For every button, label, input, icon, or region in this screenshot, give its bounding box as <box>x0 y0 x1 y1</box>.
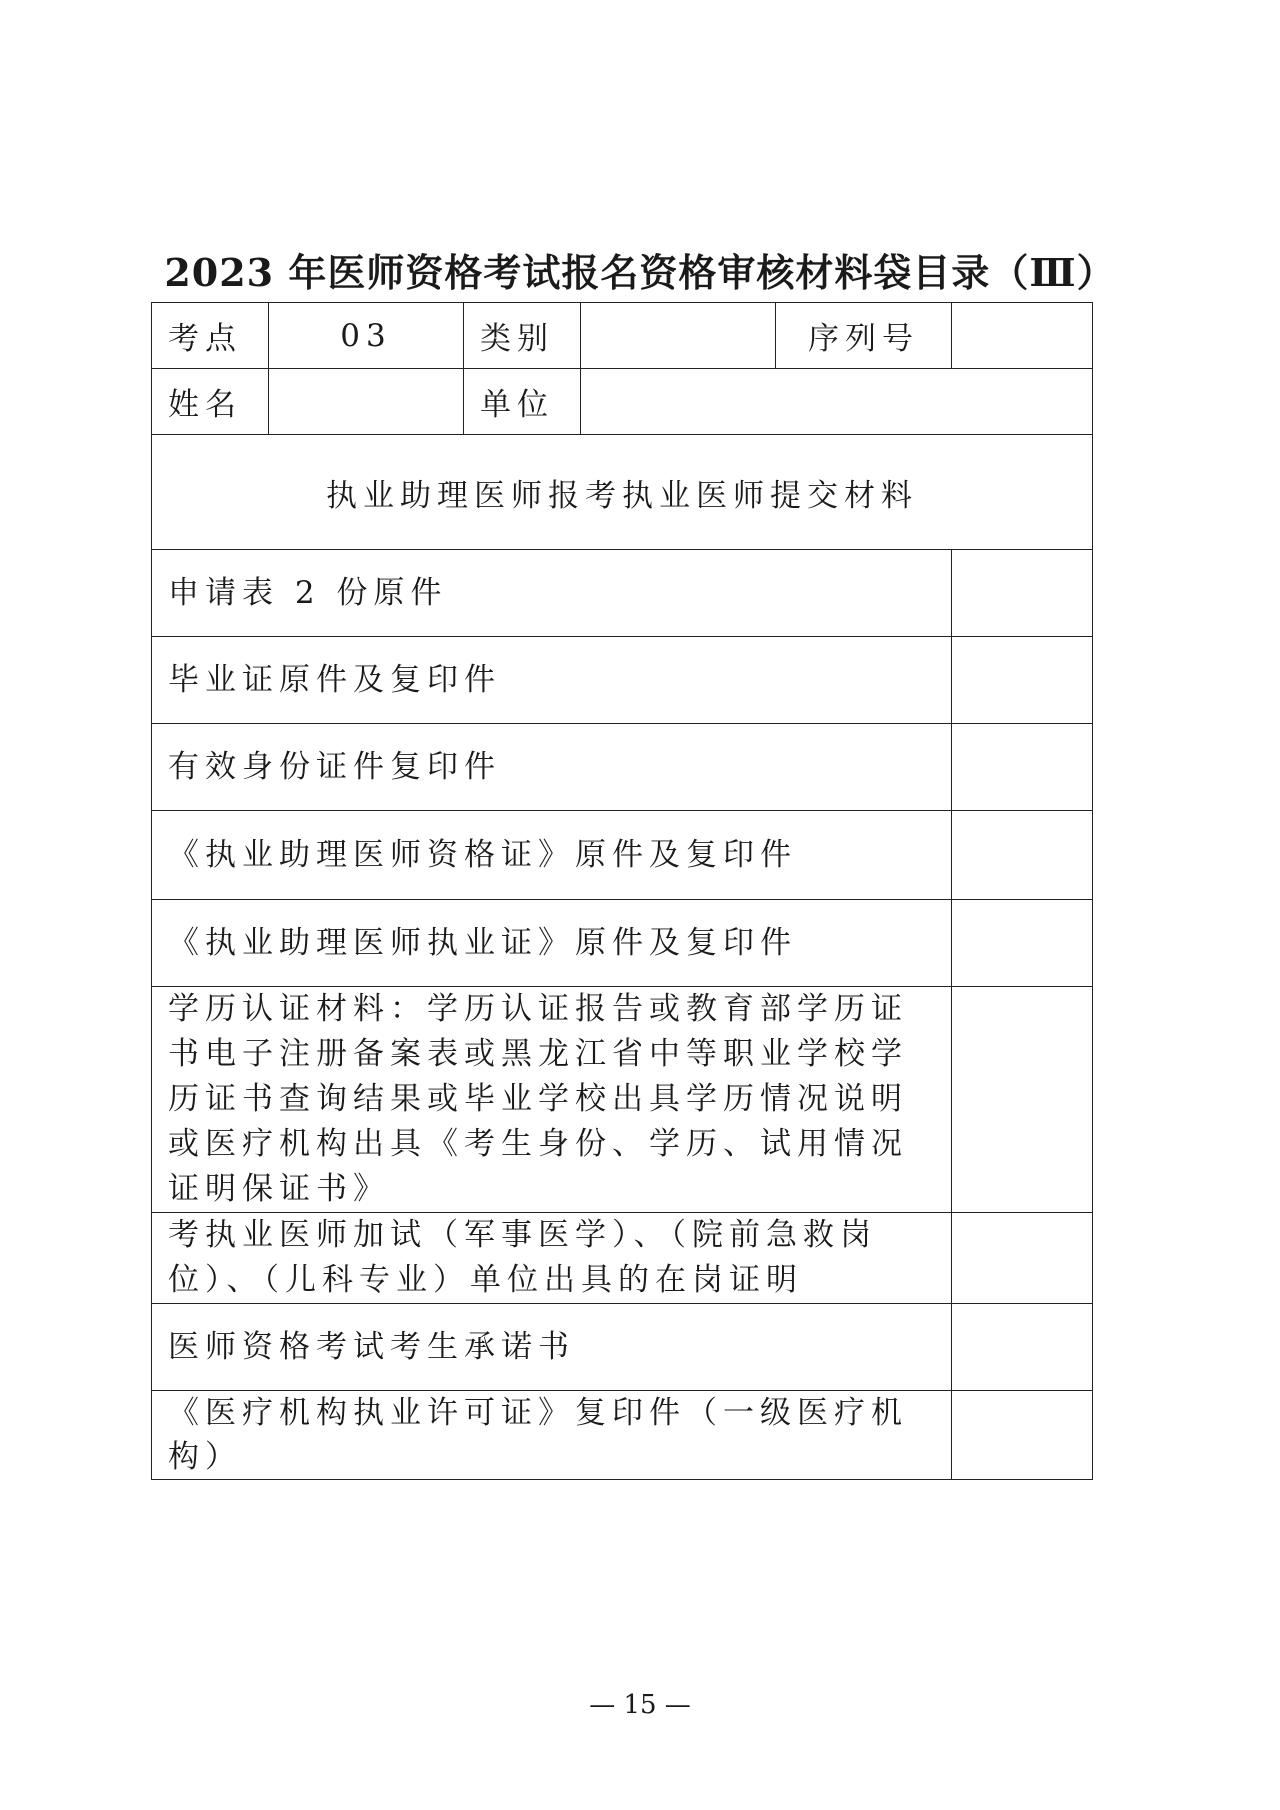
material-check-cell[interactable] <box>952 1213 1093 1304</box>
material-text: 《医疗机构执业许可证》复印件（一级医疗机构） <box>152 1391 952 1480</box>
material-check-cell[interactable] <box>952 1304 1093 1391</box>
unit-label: 单位 <box>464 369 581 435</box>
name-label: 姓名 <box>152 369 269 435</box>
material-text: 学历认证材料：学历认证报告或教育部学历证书电子注册备案表或黑龙江省中等职业学校学历证书查询结果或毕业学校出具学历情况说明或医疗机构出具《考生身份、学历、试用情况证明保证书》 <box>152 987 952 1213</box>
name-value[interactable] <box>269 369 464 435</box>
material-row <box>152 900 1093 987</box>
material-text: 毕业证原件及复印件 <box>152 637 952 724</box>
material-row <box>152 987 1093 1213</box>
material-check-cell[interactable] <box>952 550 1093 637</box>
material-row <box>152 1213 1093 1304</box>
material-row <box>152 1391 1093 1480</box>
material-check-cell[interactable] <box>952 1391 1093 1480</box>
serial-value[interactable] <box>952 303 1093 369</box>
category-value[interactable] <box>581 303 776 369</box>
material-check-cell[interactable] <box>952 724 1093 811</box>
unit-value[interactable] <box>581 369 1093 435</box>
material-text: 有效身份证件复印件 <box>152 724 952 811</box>
header-row-2 <box>152 369 1093 435</box>
header-row-1 <box>152 303 1093 369</box>
material-text: 医师资格考试考生承诺书 <box>152 1304 952 1391</box>
document-title: 2023 年医师资格考试报名资格审核材料袋目录（Ⅲ） <box>164 250 1116 295</box>
material-row <box>152 724 1093 811</box>
material-text: 申请表 2 份原件 <box>152 550 952 637</box>
material-text: 《执业助理医师资格证》原件及复印件 <box>152 811 952 900</box>
material-row <box>152 637 1093 724</box>
material-text: 考执业医师加试（军事医学）、（院前急救岗位）、（儿科专业）单位出具的在岗证明 <box>152 1213 952 1304</box>
material-row <box>152 1304 1093 1391</box>
material-check-cell[interactable] <box>952 900 1093 987</box>
exam-site-value[interactable]: 03 <box>269 303 464 369</box>
section-title: 执业助理医师报考执业医师提交材料 <box>152 435 1093 550</box>
material-row <box>152 550 1093 637</box>
materials-table <box>151 302 1093 1480</box>
material-text: 《执业助理医师执业证》原件及复印件 <box>152 900 952 987</box>
exam-site-label: 考点 <box>152 303 269 369</box>
material-check-cell[interactable] <box>952 637 1093 724</box>
material-check-cell[interactable] <box>952 811 1093 900</box>
category-label: 类别 <box>464 303 581 369</box>
section-row <box>152 435 1093 550</box>
material-row <box>152 811 1093 900</box>
page-number: — 15 — <box>589 1690 691 1720</box>
serial-label: 序列号 <box>776 303 952 369</box>
material-check-cell[interactable] <box>952 987 1093 1213</box>
